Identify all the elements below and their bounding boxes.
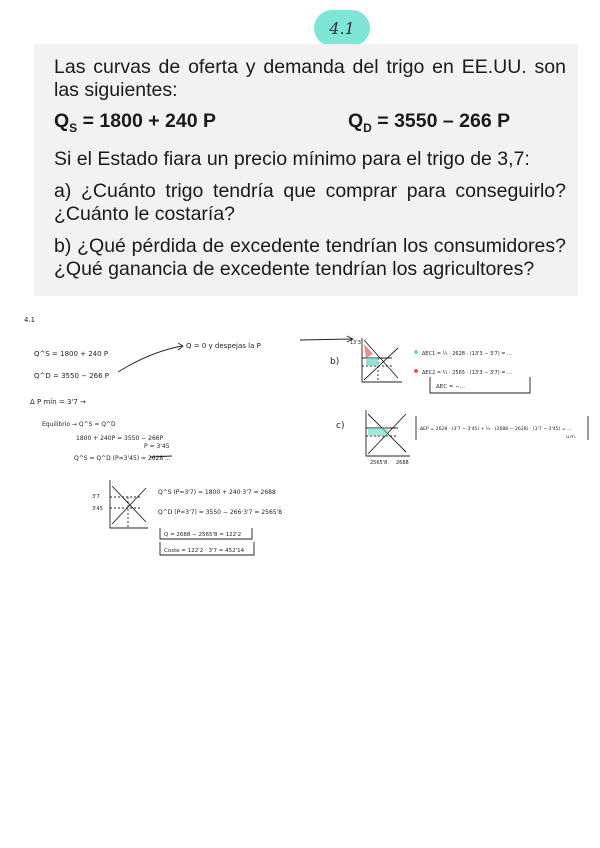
notes-equilibrio: Equilibrio → Q^S = Q^D — [42, 421, 116, 428]
arrow-to-graph — [300, 339, 352, 340]
notes-qs: Q^S = 1800 + 240 P — [34, 350, 109, 358]
graph-equilibrium — [110, 480, 148, 528]
notes-ec-box: ΔEC = −... — [436, 384, 466, 390]
problem-intro: Las curvas de oferta y demanda del trigo en EE.UU. son las siguientes: — [54, 56, 566, 101]
area-red-b — [364, 344, 373, 358]
notes-qd-pmin: Q^D (P=3'7) = 3550 − 266·3'7 = 2565'8 — [158, 509, 283, 516]
notes-c-box-2: u.m. — [566, 435, 577, 440]
min-price-statement: Si el Estado fiara un precio mínimo para el trigo de 3,7: — [54, 147, 530, 170]
notes-axis-p2: 3'45 — [92, 506, 103, 512]
arrow-to-note — [118, 346, 182, 372]
equations-row — [54, 110, 566, 140]
marker-teal — [414, 350, 418, 354]
demand-q: Q — [348, 110, 364, 132]
notes-axis-q2: 2688 — [396, 460, 409, 466]
demand-sub: D — [363, 120, 372, 135]
problem-statement — [54, 56, 566, 281]
notes-ec-line2: ΔEC2 = ½ · 2565 · (13'3 − 3'7) = ... — [422, 370, 512, 376]
question-b: b) ¿Qué pérdida de excedente tendrían los consumidores? ¿Qué ganancia de excedente tendrían los agricultores? — [54, 234, 566, 280]
question-a: a) ¿Cuánto trigo tendría que comprar para conseguirlo? ¿Cuánto le costaría? — [54, 179, 566, 225]
notes-q-star: Q^S = Q^D (P=3'45) = 2628'... — [74, 455, 171, 462]
notes-p-star: P = 3'45 — [144, 443, 170, 450]
supply-sub: S — [69, 120, 78, 135]
notes-heading: 4.1 — [24, 316, 36, 324]
handwritten-solution — [0, 300, 600, 570]
demand-rhs: = 3550 – 266 P — [371, 110, 511, 132]
supply-equation — [54, 110, 348, 140]
marker-red — [414, 369, 418, 373]
notes-eq-solve: 1800 + 240P = 3550 − 266P — [76, 435, 164, 442]
notes-box-q: Q = 2688 − 2565'8 = 122'2 — [164, 532, 242, 538]
notes-box-cost: Coste = 122'2 · 3'7 = 452'14 — [164, 548, 245, 554]
supply-q: Q — [54, 110, 70, 132]
notes-pmin: Δ P mín = 3'7 → — [30, 398, 86, 406]
notes-qd: Q^D = 3550 − 266 P — [34, 372, 110, 380]
notes-axis-top: 13'3 — [350, 340, 361, 346]
notes-qs-pmin: Q^S (P=3'7) = 1800 + 240·3'7 = 2688 — [158, 489, 276, 496]
supply-line-1 — [112, 488, 146, 524]
notes-c-label: c) — [336, 421, 345, 431]
notes-c-box-1: ΔEP = 2628 · (3'7 − 3'45) + ½ · (2688 − 2628) · (3'7 − 3'45) = ... — [420, 427, 572, 432]
demand-equation — [348, 110, 600, 140]
notes-axis-q1: 2565'8 — [370, 460, 388, 466]
area-teal-c — [368, 428, 388, 436]
notes-arrow-note: Q = 0 y despejas la P — [186, 342, 261, 350]
notes-b-label: b) — [330, 357, 340, 367]
demand-line-1 — [112, 486, 146, 522]
notes-axis-p1: 3'7 — [92, 494, 100, 500]
area-teal-b — [366, 358, 378, 366]
notes-ec-line1: ΔEC1 = ½ · 2628 · (13'3 − 3'7) = ... — [422, 351, 512, 357]
problem-number-tag — [314, 10, 370, 46]
problem-number: 4.1 — [329, 18, 355, 38]
supply-rhs: = 1800 + 240 P — [77, 110, 216, 132]
